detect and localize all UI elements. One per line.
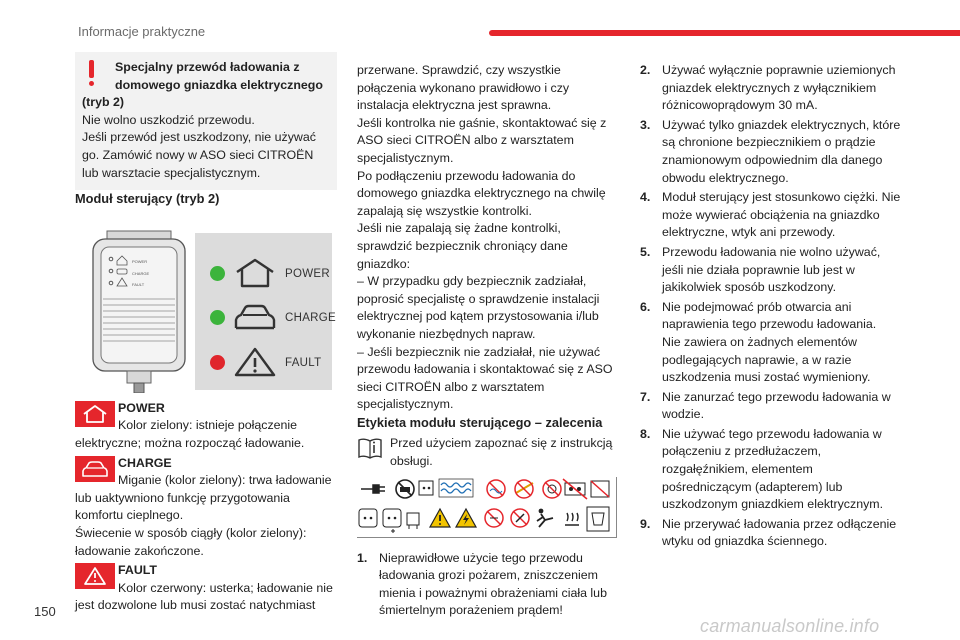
list-item (640, 426, 905, 514)
list-item-number: 8. (640, 426, 651, 441)
column-middle (357, 62, 619, 622)
label-heading: Etykieta modułu sterującego – zalecenia (357, 414, 603, 430)
status-name-charge: CHARGE (118, 455, 172, 470)
control-module-device (87, 229, 191, 393)
person-pulling-icon (537, 508, 553, 526)
warning-box (75, 52, 337, 190)
status-text-fault: Kolor czerwony: usterka; ładowanie nie jest dozwolone lub musi zostać natychmiast (75, 580, 333, 613)
status-fault (75, 562, 337, 615)
column-left (75, 52, 337, 615)
weight-icon (407, 513, 419, 529)
list-item (640, 299, 905, 387)
list-item (640, 389, 905, 424)
socket-icon (419, 481, 433, 495)
paragraph-6: – Jeśli bezpiecznik nie zadziałał, nie używać przewodu ładowania i skontaktować się z ASO sieci CITROËN albo z warsztatem specjalistycznym. (357, 344, 613, 412)
legend-label-power: POWER (285, 267, 330, 280)
warning-title-line1: Specjalny przewód ładowania z (115, 60, 300, 74)
list-item-number: 2. (640, 63, 651, 77)
warning-title-line3: (tryb 2) (82, 95, 124, 110)
list-item (357, 550, 619, 620)
no-extension-reel-icon (543, 480, 561, 498)
exclamation-icon (89, 60, 95, 86)
plug-cable-icon (361, 485, 385, 493)
green-led-icon (210, 266, 225, 281)
list-item (640, 117, 905, 187)
status-charge (75, 455, 337, 561)
list-item-text: Nie zanurzać tego przewodu ładowania w wodzie. (662, 389, 891, 422)
list-item (640, 244, 905, 297)
paragraph-3: Po podłączeniu przewodu ładowania do domowego gniazdka elektrycznego na chwilę zapalają się wszystkie kontrolki. (357, 168, 606, 218)
legend-label-fault: FAULT (285, 356, 322, 369)
electric-shock-icon (456, 509, 476, 527)
instruction-list (640, 62, 905, 551)
no-open-icon (485, 509, 503, 527)
warning-triangle-icon (231, 346, 279, 378)
no-multi-socket-icon (563, 479, 587, 499)
list-item-text: Nie przerywać ładowania przez odłączenie wtyku od gniazdka ściennego. (662, 516, 897, 549)
list-item-text2: Nie zawiera on żadnych elementów podlegających naprawie, a w razie uszkodzenia musi zostać wymieniony. (662, 334, 871, 385)
list-item-text: Przewodu ładowania nie wolno używać, jeśli nie działa poprawnie lub jest w jakikolwiek sposób uszkodzony. (662, 244, 881, 295)
fuse-socket-icon (383, 509, 401, 533)
page-number: 150 (34, 604, 56, 619)
no-repair-icon (511, 509, 529, 527)
open-book-icon (357, 436, 383, 460)
list-item-text: Nieprawidłowe użycie tego przewodu ładowania grozi pożarem, zniszczeniem mienia i poważnymi obrażeniami ciała lub śmiertelnym porażeniem prądem! (379, 550, 607, 618)
column-right (640, 62, 905, 553)
warning-title (82, 59, 329, 94)
list-item-text: Nie podejmować prób otwarcia ani naprawienia tego przewodu ładowania. (662, 299, 877, 332)
device-label-fault: FAULT (132, 281, 145, 287)
manual-note-text: Przed użyciem zapoznać się z instrukcją obsługi. (390, 436, 613, 469)
paragraph-2: Jeśli kontrolka nie gaśnie, skontaktować się z ASO sieci CITROËN albo z warsztatem specjalistycznym. (357, 115, 607, 165)
list-item-text: Nie używać tego przewodu ładowania w połączeniu z przedłużaczem, rozgałęźnikiem, elementem pośredniczącym (adapterem) lub uszkodzonym gniazdkiem elektrycznym. (662, 426, 884, 512)
warning-line1: Nie wolno uszkodzić przewodu. (82, 112, 255, 127)
car-icon (75, 456, 115, 482)
paragraph-4: Jeśli nie zapalają się żadne kontrolki, sprawdzić bezpiecznik chroniący dane gniazdko: (357, 221, 568, 271)
control-module-figure (75, 226, 337, 398)
list-item-number: 1. (357, 550, 368, 565)
no-extension-cable-icon (396, 480, 414, 498)
list-item-number: 5. (640, 244, 651, 259)
list-item (640, 189, 905, 242)
led-legend-panel (195, 233, 337, 390)
list-item-number: 3. (640, 117, 651, 132)
watermark: carmanualsonline.info (700, 616, 880, 636)
green-led-icon (210, 310, 225, 325)
instruction-list-start (357, 550, 619, 620)
car-icon (231, 301, 279, 333)
paragraph-1: przerwane. Sprawdzić, czy wszystkie połączenia wykonano prawidłowo i czy instalacja elektryczna jest sprawna. (357, 63, 570, 113)
status-text-charge: Miganie (kolor zielony): trwa ładowanie lub uaktywniono funkcję przygotowania komfortu cieplnego. (75, 473, 332, 523)
legend-row-power (207, 257, 332, 289)
status-name-power: POWER (118, 400, 165, 415)
list-item-number: 9. (640, 516, 651, 531)
list-item-text: Moduł sterujący jest stosunkowo ciężki. Nie może wywierać obciążenia na gniazdko elektryczne, wtyk ani przewody. (662, 190, 901, 240)
house-icon (231, 257, 279, 289)
paragraph-5: – W przypadku gdy bezpiecznik zadziałał, poprosić specjalistę o sprawdzenie instalacji elektrycznej pod kątem przystosowania i/lub wykonanie niezbędnych napraw. (357, 274, 600, 341)
status-text-power: Kolor zielony: istnieje połączenie elektryczne; można rozpocząć ładowanie. (75, 418, 305, 450)
recycling-label-icon (587, 507, 609, 531)
status-text2-charge: Świecenie w sposób ciągły (kolor zielony): ładowanie zakończone. (75, 525, 307, 558)
list-item-text: Używać wyłącznie poprawnie uziemionych gniazdek elektrycznych z wyłącznikiem różnicowoprądowym 30 mA. (662, 63, 896, 113)
warning-title-line2: domowego gniazdka elektrycznego (115, 77, 323, 92)
list-item-number: 6. (640, 299, 651, 314)
manual-note (357, 435, 619, 470)
module-heading: Moduł sterujący (tryb 2) (75, 191, 220, 207)
no-adapter-icon (515, 480, 533, 498)
page-header-title: Informacje praktyczne (78, 24, 206, 39)
caution-triangle-icon (430, 509, 450, 527)
warning-triangle-icon (75, 563, 115, 589)
status-name-fault: FAULT (118, 563, 157, 578)
no-disconnect-icon (591, 481, 609, 497)
grounded-socket-icon (359, 509, 377, 527)
status-power (75, 400, 337, 453)
label-symbols-panel (357, 477, 617, 538)
water-wave-icon (439, 479, 473, 497)
list-item (640, 516, 905, 551)
heat-icon (565, 513, 579, 525)
device-label-charge: CHARGE (132, 270, 150, 276)
list-item-number: 7. (640, 389, 651, 404)
warning-line2: Jeśli przewód jest uszkodzony, nie używać go. Zamówić nowy w ASO sieci CITROËN lub warsztacie specjalistycznym. (82, 130, 316, 180)
header-accent-bar (489, 30, 960, 36)
house-icon (75, 401, 115, 427)
legend-row-fault (207, 346, 332, 378)
legend-label-charge: CHARGE (285, 311, 337, 324)
list-item-number: 4. (640, 190, 651, 205)
device-label-power: POWER (132, 258, 148, 264)
list-item (640, 62, 905, 115)
legend-row-charge (207, 301, 337, 333)
no-water-icon (487, 480, 505, 498)
red-led-icon (210, 355, 225, 370)
list-item-text: Używać tylko gniazdek elektrycznych, które są chronione bezpiecznikiem o prądzie znamionowym odpowiednim dla danego obwodu elektrycznego. (662, 117, 901, 185)
